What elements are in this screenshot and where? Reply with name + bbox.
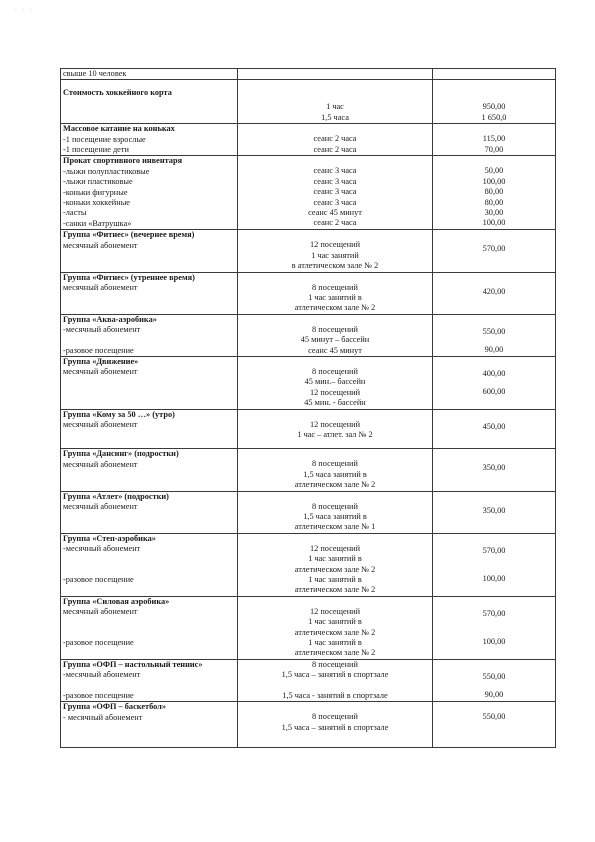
scan-artifact: · · · [14, 6, 35, 13]
detail-line: сеанс 3 часа [313, 176, 357, 186]
price-cell [433, 80, 556, 124]
table-row [61, 702, 556, 748]
detail-line: атлетическом зале № 2 [294, 480, 376, 490]
details-cell [238, 659, 433, 701]
detail-line: 1 час – атлет. зал № 2 [297, 429, 373, 439]
detail-line: атлетическом зале № 2 [294, 303, 376, 313]
header-empty-cell [238, 69, 433, 80]
price-value: 80,00 [484, 197, 504, 207]
price-cell [433, 314, 556, 356]
service-line: месячный абонемент [63, 607, 138, 617]
table-row [61, 272, 556, 314]
table-row [61, 230, 556, 272]
price-value: 100,00 [482, 176, 506, 186]
service-line: -1 посещение взрослые [63, 134, 146, 144]
service-title: Прокат спортивного инвентаря [63, 156, 183, 166]
price-cell [433, 533, 556, 596]
table-row [61, 491, 556, 533]
price-value: 570,00 [482, 608, 506, 618]
detail-line: 8 посещений [312, 501, 358, 511]
detail-line: сеанс 45 минут [308, 345, 362, 355]
service-title: Группа «Аква-аэробика» [63, 314, 157, 324]
price-value: 80,00 [484, 187, 504, 197]
service-title: Группа «Фитнес» (вечернее время) [63, 230, 195, 240]
details-cell [238, 596, 433, 659]
price-cell [433, 272, 556, 314]
price-value: 400,00 [482, 368, 506, 378]
detail-line: 1,5 часа – занятий в спортзале [281, 670, 389, 680]
detail-line: атлетическом зале № 1 [294, 522, 376, 532]
service-title: Группа «ОФП – баскетбол» [63, 702, 166, 712]
detail-line: 8 посещений [312, 712, 358, 722]
service-title: Группа «Движение» [63, 356, 139, 366]
detail-line: сеанс 2 часа [313, 134, 357, 144]
detail-line: 45 мин.– бассейн [304, 377, 366, 387]
detail-line: 1 час [326, 102, 344, 112]
table-row [61, 124, 556, 156]
detail-line: сеанс 2 часа [313, 218, 357, 228]
service-title: Группа «Атлет» (подростки) [63, 491, 169, 501]
detail-line: 8 посещений [312, 459, 358, 469]
service-title: Группа «Силовая аэробика» [63, 596, 170, 606]
details-cell [238, 356, 433, 409]
service-cell [61, 230, 238, 272]
price-cell [433, 156, 556, 230]
details-cell [238, 80, 433, 124]
service-title: Группа «Кому за 50 …» (утро) [63, 409, 175, 419]
detail-line: в атлетическом зале № 2 [291, 261, 379, 271]
detail-line: 8 посещений [312, 659, 358, 669]
price-value: 100,00 [482, 637, 506, 647]
detail-line: сеанс 45 минут [308, 208, 362, 218]
service-line: -разовое посещение [63, 345, 134, 355]
service-cell [61, 409, 238, 449]
detail-line: 12 посещений [309, 543, 361, 553]
price-value: 350,00 [482, 505, 506, 515]
service-line: -месячный абонемент [63, 670, 141, 680]
detail-line: 8 посещений [312, 366, 358, 376]
detail-line: 1 час занятий в [308, 575, 362, 585]
price-value: 90,00 [484, 690, 504, 700]
table-row [61, 449, 556, 491]
service-line: месячный абонемент [63, 502, 138, 511]
details-cell [238, 449, 433, 491]
table-row [61, 533, 556, 596]
detail-line: 1,5 часа занятий в [303, 512, 367, 521]
price-value: 550,00 [482, 712, 506, 722]
service-line: -1 посещение дети [63, 145, 129, 155]
service-line: -коньки хоккейные [63, 198, 130, 208]
table-row [61, 69, 556, 80]
details-cell [238, 272, 433, 314]
service-title: Группа «Дансинг» (подростки) [63, 449, 179, 459]
service-line: -санки «Ватрушка» [63, 218, 132, 228]
detail-line: 8 посещений [312, 324, 358, 334]
price-value: 950,00 [482, 102, 506, 112]
price-value: 115,00 [482, 134, 506, 144]
service-line: месячный абонемент [63, 240, 138, 250]
price-value: 50,00 [484, 166, 504, 176]
detail-line: 8 посещений [312, 282, 358, 292]
service-line: -коньки фигурные [63, 187, 128, 197]
service-line: -разовое посещение [63, 637, 134, 647]
service-line: -разовое посещение [63, 574, 134, 584]
details-cell [238, 156, 433, 230]
detail-line: атлетическом зале № 2 [294, 564, 376, 574]
price-value: 600,00 [482, 387, 506, 397]
table-row [61, 356, 556, 409]
price-cell [433, 230, 556, 272]
price-cell [433, 409, 556, 449]
price-cell [433, 356, 556, 409]
detail-line: 1 час занятий в [308, 292, 362, 302]
details-cell [238, 491, 433, 533]
price-cell [433, 449, 556, 491]
price-value: 70,00 [484, 144, 504, 154]
price-cell [433, 124, 556, 156]
service-title: Группа «ОФП – настольный теннис» [63, 659, 203, 669]
price-value: 570,00 [482, 244, 506, 254]
detail-line: 1 час занятий в [308, 554, 362, 564]
service-cell [61, 314, 238, 356]
detail-line: 1,5 часа - занятий в спортзале [282, 690, 388, 700]
table-row [61, 314, 556, 356]
service-cell [61, 124, 238, 156]
price-cell [433, 596, 556, 659]
details-cell [238, 230, 433, 272]
price-value: 100,00 [482, 218, 506, 228]
service-cell [61, 659, 238, 701]
detail-line: атлетическом зале № 2 [294, 585, 376, 595]
price-value: 30,00 [484, 208, 504, 218]
service-cell [61, 356, 238, 409]
detail-line: сеанс 2 часа [313, 144, 357, 154]
detail-line: 12 посещений [309, 240, 361, 250]
price-cell [433, 659, 556, 701]
service-title: Стоимость хоккейного корта [63, 88, 172, 98]
details-cell [238, 533, 433, 596]
price-value: 350,00 [482, 463, 506, 473]
detail-line: атлетическом зале № 2 [294, 648, 376, 658]
details-cell [238, 124, 433, 156]
detail-line: 12 посещений [309, 606, 361, 616]
price-table [60, 68, 556, 748]
detail-line: 45 мин. - бассейн [304, 398, 366, 408]
service-cell [61, 491, 238, 533]
service-line: -лыжи пластиковые [63, 177, 133, 187]
table-row [61, 156, 556, 230]
service-cell [61, 596, 238, 659]
service-line: -разовое посещение [63, 690, 134, 700]
service-line: месячный абонемент [63, 367, 138, 377]
price-value: 90,00 [484, 345, 504, 355]
header-empty-cell [433, 69, 556, 80]
price-value: 570,00 [482, 545, 506, 555]
service-line: -месячный абонемент [63, 325, 141, 335]
service-cell [61, 449, 238, 491]
detail-line: сеанс 3 часа [313, 197, 357, 207]
service-line: - месячный абонемент [63, 712, 143, 722]
price-value: 1 650,0 [481, 112, 507, 122]
service-title: Массовое катание на коньках [63, 124, 175, 134]
detail-line: 12 посещений [309, 387, 361, 397]
detail-line: 1,5 часа занятий в [303, 469, 367, 479]
price-value: 420,00 [482, 286, 506, 296]
service-line: -ласты [63, 208, 87, 218]
service-line: месячный абонемент [63, 282, 138, 292]
service-cell [61, 702, 238, 748]
detail-line: 12 посещений [309, 419, 361, 429]
details-cell [238, 409, 433, 449]
detail-line: 1,5 часа – занятий в спортзале [281, 722, 389, 732]
detail-line: 1 час занятий в [308, 617, 362, 627]
service-cell [61, 272, 238, 314]
price-value: 550,00 [482, 671, 506, 681]
detail-line: сеанс 3 часа [313, 166, 357, 176]
detail-line: 1,5 часа [321, 112, 349, 122]
service-title: Группа «Степ-аэробика» [63, 533, 156, 543]
service-line: месячный абонемент [63, 459, 138, 469]
price-value: 550,00 [482, 326, 506, 336]
table-row [61, 409, 556, 449]
price-cell [433, 491, 556, 533]
detail-line: 45 минут – бассейн [300, 335, 370, 345]
service-cell [61, 80, 238, 124]
table-row [61, 659, 556, 701]
service-line: -месячный абонемент [63, 544, 141, 554]
service-cell [61, 156, 238, 230]
service-line: месячный абонемент [63, 419, 138, 429]
service-cell [61, 533, 238, 596]
details-cell [238, 314, 433, 356]
detail-line: сеанс 3 часа [313, 187, 357, 197]
price-value: 450,00 [482, 421, 506, 431]
service-line: -лыжи полупластиковые [63, 166, 150, 176]
details-cell [238, 702, 433, 748]
detail-line: атлетическом зале № 2 [294, 627, 376, 637]
table-row [61, 80, 556, 124]
header-cell: свыше 10 человек [61, 69, 238, 80]
service-title: Группа «Фитнес» (утреннее время) [63, 272, 195, 282]
price-value: 100,00 [482, 574, 506, 584]
price-cell [433, 702, 556, 748]
detail-line: 1 час занятий в [308, 638, 362, 648]
detail-line: 1 час занятий [311, 250, 359, 260]
table-row [61, 596, 556, 659]
